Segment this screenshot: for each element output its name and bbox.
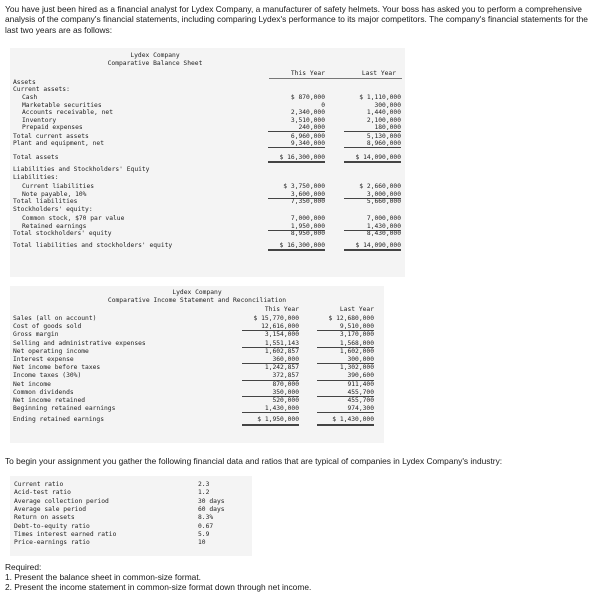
income-row-this-year: $ 1,950,000 [242, 416, 299, 425]
ratio-value: 0.67 [198, 522, 214, 530]
income-row-this-year: 372,857 [242, 372, 299, 380]
balance-row-label: Total liabilities [13, 198, 78, 205]
ratio-label: Debt-to-equity ratio [14, 522, 90, 530]
balance-row-this-year: $ 870,000 [290, 94, 325, 101]
ratio-value: 5.9 [198, 530, 210, 538]
ratio-label: Times interest earned ratio [14, 530, 117, 538]
income-row-this-year: $ 15,770,000 [253, 315, 299, 322]
income-row-last-year: 455,700 [317, 389, 374, 397]
intro-paragraph: You have just been hired as a financial analyst for Lydex Company, a manufacturer of safety helmets. Your boss has asked you to perform a comprehensive analysis of the company's financial statements, including comparing Lydex's performance to its major competitors. The company's financial statements for the last two years are as follows: [5, 4, 588, 35]
income-row-label: Selling and administrative expenses [13, 339, 146, 347]
balance-row-label: Assets [13, 79, 36, 86]
income-row-last-year: 911,400 [347, 380, 374, 388]
industry-paragraph: To begin your assignment you gather the following financial data and ratios that are typical of companies in Lydex Company's industry: [5, 456, 503, 466]
income-row-label: Net income retained [13, 397, 86, 404]
ratio-value: 2.3 [198, 481, 210, 488]
balance-row-this-year: 1,950,000 [268, 223, 325, 231]
ratio-label: Acid-test ratio [14, 489, 71, 497]
income-row-this-year: 350,000 [242, 389, 299, 397]
balance-row-label: Prepaid expenses [22, 124, 83, 131]
balance-row-label: Liabilities: [13, 173, 59, 181]
income-row-label: Net income before taxes [13, 364, 101, 372]
income-company: Lydex Company [172, 289, 222, 296]
balance-row-label: Current assets: [13, 86, 70, 94]
balance-row-last-year: 8,960,000 [344, 140, 401, 148]
ratio-label: Average sale period [14, 505, 87, 513]
balance-row-this-year: 8,950,000 [290, 230, 325, 237]
ratios-box [10, 476, 252, 556]
income-title: Comparative Income Statement and Reconciliation [107, 297, 287, 304]
balance-header-rule [269, 78, 402, 79]
income-row-last-year: 1,568,000 [317, 340, 374, 348]
balance-row-last-year: 5,660,000 [366, 198, 401, 205]
income-row-label: Beginning retained earnings [13, 405, 116, 413]
income-row-last-year: 3,170,000 [339, 331, 374, 339]
income-row-this-year: 870,000 [272, 380, 299, 388]
balance-row-last-year: $ 14,090,000 [344, 242, 401, 251]
balance-row-last-year: $ 1,110,000 [359, 94, 401, 101]
balance-row-label: Total current assets [13, 132, 89, 140]
balance-col2-header: Last Year [361, 70, 396, 77]
balance-row-this-year: 7,000,000 [290, 215, 325, 222]
balance-row-label: Accounts receivable, net [22, 109, 113, 116]
balance-row-label: Total assets [13, 153, 59, 161]
balance-row-label: Common stock, $70 par value [22, 215, 125, 222]
income-row-last-year: $ 12,680,000 [328, 315, 374, 322]
balance-row-label: Inventory [22, 116, 57, 124]
income-row-this-year: 1,242,857 [264, 364, 299, 372]
balance-row-label: Plant and equipment, net [13, 140, 104, 147]
balance-row-this-year: 6,960,000 [290, 132, 325, 140]
ratio-value: 60 days [198, 505, 225, 513]
income-row-last-year: 9,510,000 [317, 323, 374, 331]
income-row-label: Common dividends [13, 388, 74, 396]
balance-company: Lydex Company [130, 52, 180, 59]
required-heading: Required: [5, 562, 42, 572]
income-row-this-year: 1,551,143 [242, 340, 299, 348]
balance-row-last-year: 3,000,000 [344, 191, 401, 199]
income-row-label: Interest expense [13, 356, 74, 363]
income-row-label: Cost of goods sold [13, 323, 82, 331]
income-row-this-year: 1,430,000 [242, 405, 299, 413]
income-col1-header: This Year [264, 306, 299, 313]
income-row-last-year: 390,600 [317, 372, 374, 380]
balance-row-label: Current liabilities [22, 183, 95, 190]
income-row-last-year: 974,300 [317, 405, 374, 413]
balance-row-label: Total stockholders' equity [13, 230, 112, 237]
ratio-label: Average collection period [14, 497, 109, 505]
income-row-last-year: 455,700 [347, 397, 374, 404]
balance-row-label: Cash [22, 94, 38, 101]
balance-row-last-year: 180,000 [344, 124, 401, 132]
income-row-this-year: 12,616,000 [242, 323, 299, 331]
balance-row-this-year: $ 3,750,000 [283, 183, 325, 190]
ratio-value: 8.3% [198, 514, 214, 522]
balance-row-label: Liabilities and Stockholders' Equity [13, 166, 150, 173]
balance-sheet-box [10, 48, 405, 277]
ratio-value: 1.2 [198, 489, 210, 497]
balance-row-this-year: 240,000 [268, 124, 325, 132]
income-row-this-year: 520,000 [272, 397, 299, 404]
balance-row-label: Marketable securities [22, 101, 102, 109]
balance-row-label: Stockholders' equity: [13, 205, 93, 213]
ratio-label: Return on assets [14, 514, 75, 522]
required-item-1: 1. Present the balance sheet in common-size format. [5, 572, 201, 582]
required-item-2: 2. Present the income statement in common-size format down through net income. [5, 582, 312, 592]
balance-row-last-year: 7,000,000 [366, 215, 401, 222]
balance-row-label: Total liabilities and stockholders' equity [13, 241, 173, 249]
balance-row-last-year: 300,000 [374, 101, 401, 109]
balance-row-this-year: $ 16,300,000 [268, 154, 325, 163]
balance-row-label: Retained earnings [22, 222, 87, 230]
balance-row-last-year: 5,130,000 [366, 132, 401, 140]
ratio-label: Current ratio [14, 481, 64, 488]
balance-row-this-year: 3,600,000 [268, 191, 325, 199]
balance-row-last-year: 1,440,000 [366, 109, 401, 116]
balance-col1-header: This Year [290, 70, 325, 77]
balance-row-this-year: 3,510,000 [290, 116, 325, 124]
income-row-label: Gross margin [13, 331, 59, 339]
balance-row-this-year: $ 16,300,000 [268, 242, 325, 251]
balance-row-last-year: 2,100,000 [366, 116, 401, 124]
ratio-value: 10 [198, 539, 206, 547]
income-row-this-year: 360,000 [242, 356, 299, 364]
income-row-this-year: 3,154,000 [264, 331, 299, 339]
income-col2-header: Last Year [339, 306, 374, 313]
income-row-last-year: 1,602,000 [339, 347, 374, 355]
income-row-last-year: $ 1,430,000 [317, 416, 374, 425]
income-row-label: Income taxes (30%) [13, 372, 82, 380]
ratio-value: 30 days [198, 497, 225, 505]
income-row-label: Ending retained earnings [13, 416, 104, 424]
income-row-label: Net operating income [13, 347, 89, 355]
balance-row-this-year: 7,350,000 [290, 198, 325, 205]
balance-row-this-year: 2,340,000 [290, 109, 325, 116]
balance-row-label: Note payable, 10% [22, 190, 87, 198]
balance-row-last-year: $ 14,090,000 [344, 154, 401, 163]
ratio-label: Price-earnings ratio [14, 539, 90, 547]
balance-title: Comparative Balance Sheet [107, 60, 203, 67]
income-row-this-year: 1,602,857 [264, 347, 299, 355]
income-row-label: Sales (all on account) [13, 315, 97, 322]
balance-row-this-year: 9,340,000 [268, 140, 325, 148]
income-row-last-year: 1,302,000 [339, 364, 374, 372]
income-row-last-year: 300,000 [317, 356, 374, 364]
income-row-label: Net income [13, 380, 51, 388]
balance-row-last-year: 8,430,000 [366, 230, 401, 237]
balance-row-last-year: $ 2,660,000 [359, 183, 401, 190]
income-statement-box [10, 286, 384, 443]
balance-row-last-year: 1,430,000 [344, 223, 401, 231]
balance-row-this-year: 0 [321, 101, 325, 109]
